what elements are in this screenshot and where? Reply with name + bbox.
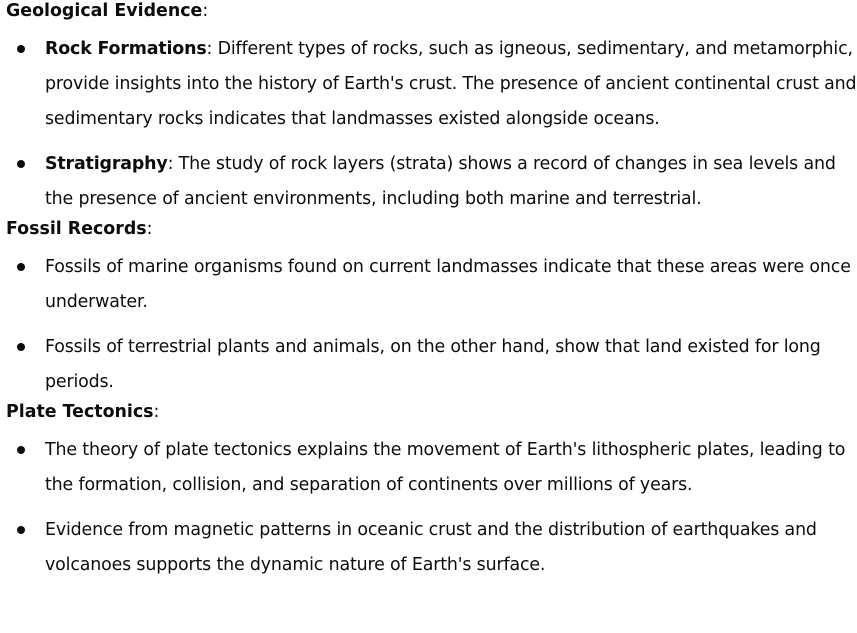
list-item xyxy=(6,513,857,583)
list-item xyxy=(6,147,857,217)
list-item-term: Stratigraphy xyxy=(45,154,168,174)
section-heading-plate-tectonics xyxy=(6,401,857,423)
section-heading-colon: : xyxy=(202,1,209,21)
bullet-icon xyxy=(17,160,25,168)
list-item-text: Evidence from magnetic patterns in oceanic crust and the distribution of earthquakes and volcanoes supports the dynamic nature of Earth's surface. xyxy=(45,520,817,575)
list-item-text: Fossils of marine organisms found on current landmasses indicate that these areas were once underwater. xyxy=(45,257,851,312)
bullet-icon xyxy=(17,526,25,534)
list-item-text: : Different types of rocks, such as igneous, sedimentary, and metamorphic, provide insights into the history of Earth's crust. The presence of ancient continental crust and sedimentary rocks indicates that landmasses existed alongside oceans. xyxy=(45,39,857,129)
section-heading-label: Plate Tectonics xyxy=(6,402,154,422)
section-heading-geological-evidence xyxy=(6,0,857,22)
list-item xyxy=(6,32,857,137)
section-heading-label: Geological Evidence xyxy=(6,1,203,21)
bullet-icon xyxy=(17,343,25,351)
bullet-list-geological-evidence xyxy=(6,32,857,217)
list-item xyxy=(6,250,857,320)
section-heading-colon: : xyxy=(153,402,160,422)
list-item-text: Fossils of terrestrial plants and animals, on the other hand, show that land existed for long periods. xyxy=(45,337,821,392)
section-heading-label: Fossil Records xyxy=(6,219,147,239)
list-item xyxy=(6,433,857,503)
section-heading-fossil-records xyxy=(6,218,857,240)
list-item-text: The theory of plate tectonics explains the movement of Earth's lithospheric plates, leading to the formation, collision, and separation of continents over millions of years. xyxy=(45,440,846,495)
list-item xyxy=(6,330,857,400)
list-item-term: Rock Formations xyxy=(45,39,207,59)
list-item-text: : The study of rock layers (strata) shows a record of changes in sea levels and the presence of ancient environments, including both marine and terrestrial. xyxy=(45,154,836,209)
bullet-list-plate-tectonics xyxy=(6,433,857,583)
bullet-list-fossil-records xyxy=(6,250,857,400)
bullet-icon xyxy=(17,45,25,53)
section-heading-colon: : xyxy=(146,219,153,239)
bullet-icon xyxy=(17,263,25,271)
bullet-icon xyxy=(17,446,25,454)
